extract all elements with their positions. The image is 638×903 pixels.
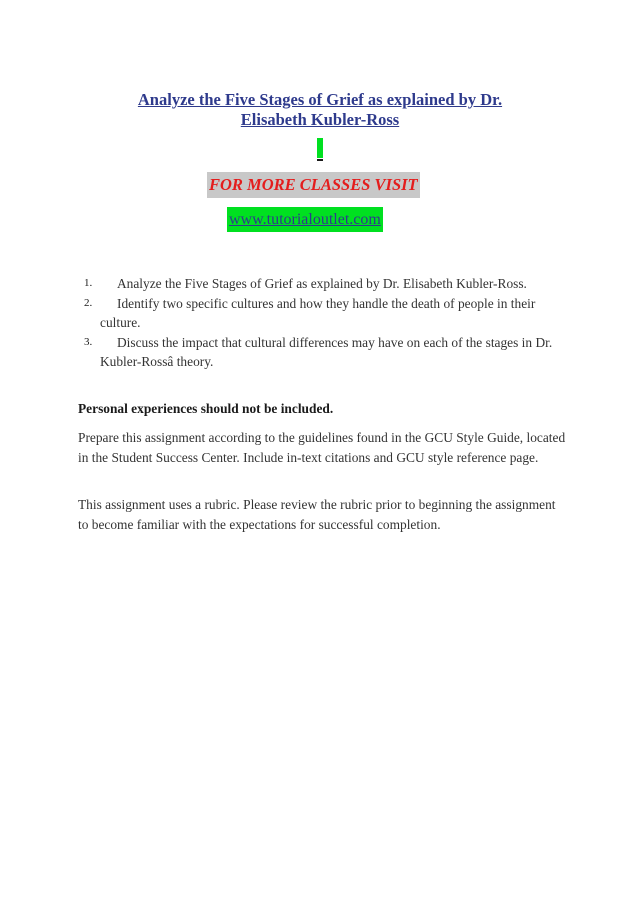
list-text: Analyze the Five Stages of Grief as explained by Dr. Elisabeth Kubler-Ross. [117,276,527,291]
list-item [78,294,568,333]
document-title-line-2: Elisabeth Kubler-Ross [240,110,400,129]
promo-banner: FOR MORE CLASSES VISIT [207,172,420,198]
marker-underline [317,159,323,161]
list-text: Identify two specific cultures and how they handle the death of people in their culture. [100,295,536,330]
list-item [78,274,568,294]
note-text: Personal experiences should not be included. [78,401,334,416]
rubric-paragraph: This assignment uses a rubric. Please review the rubric prior to beginning the assignment to become familiar with the expectations for successful completion. [78,497,556,532]
website-link[interactable]: www.tutorialoutlet.com [227,207,383,232]
highlight-marker [317,138,323,158]
preparation-paragraph: Prepare this assignment according to the guidelines found in the GCU Style Guide, located in the Student Success Center. Include in-text citations and GCU style reference page. [78,430,566,465]
list-text: Discuss the impact that cultural differences may have on each of the stages in Dr. Kubler-Rossâ theory. [100,334,553,369]
list-number: 2. [84,296,93,309]
document-title-line-1: Analyze the Five Stages of Grief as explained by Dr. [137,90,503,109]
assignment-list [78,274,568,372]
list-number: 1. [84,277,93,289]
list-item [78,333,568,372]
list-number: 3. [84,335,93,348]
